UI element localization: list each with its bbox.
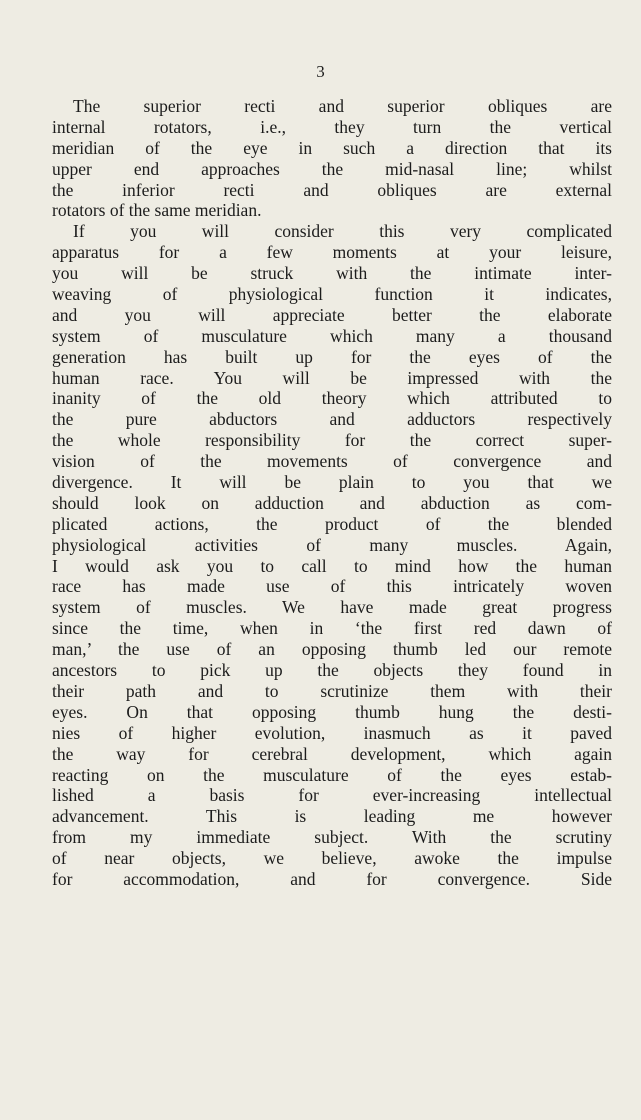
text-line: should look on adduction and abduction as com- xyxy=(52,492,612,513)
text-line: divergence. It will be plain to you that we xyxy=(52,472,612,493)
text-line: I would ask you to call to mind how the human xyxy=(52,555,612,576)
text-line: generation has built up for the eyes of the xyxy=(52,346,612,367)
text-line: human race. You will be impressed with the xyxy=(52,367,612,388)
body-text xyxy=(52,96,612,890)
text-line: system of musculature which many a thousand xyxy=(52,325,612,346)
text-line: inanity of the old theory which attributed to xyxy=(52,388,612,409)
page-number: 3 xyxy=(316,62,325,81)
text-line: apparatus for a few moments at your leisure, xyxy=(52,242,612,263)
text-line: The superior recti and superior obliques are xyxy=(73,96,612,116)
text-line: eyes. On that opposing thumb hung the desti- xyxy=(52,701,612,722)
text-line: rotators of the same meridian. xyxy=(52,200,262,221)
text-line: the pure abductors and adductors respectively xyxy=(52,409,612,430)
text-line: ancestors to pick up the objects they found in xyxy=(52,660,612,681)
text-line: their path and to scrutinize them with their xyxy=(52,680,612,701)
text-line: system of muscles. We have made great progress xyxy=(52,597,612,618)
text-line: man,’ the use of an opposing thumb led our remote xyxy=(52,639,612,660)
text-line: race has made use of this intricately woven xyxy=(52,576,612,597)
text-line: and you will appreciate better the elaborate xyxy=(52,304,612,325)
text-line: of near objects, we believe, awoke the impulse xyxy=(52,848,612,869)
text-line: plicated actions, the product of the blended xyxy=(52,513,612,534)
text-line: you will be struck with the intimate inter- xyxy=(52,263,612,284)
text-line: advancement. This is leading me however xyxy=(52,806,612,827)
text-line: since the time, when in ‘the first red dawn of xyxy=(52,618,612,639)
text-line: reacting on the musculature of the eyes estab- xyxy=(52,764,612,785)
text-line: If you will consider this very complicated xyxy=(73,221,612,242)
text-line: the way for cerebral development, which again xyxy=(52,743,612,764)
text-line: vision of the movements of convergence and xyxy=(52,451,612,472)
text-line: lished a basis for ever-increasing intellectual xyxy=(52,785,612,806)
text-line: nies of higher evolution, inasmuch as it paved xyxy=(52,722,612,743)
text-line: upper end approaches the mid-nasal line; whilst xyxy=(52,158,612,179)
text-line: weaving of physiological function it indicates, xyxy=(52,284,612,305)
text-line: internal rotators, i.e., they turn the vertical xyxy=(52,116,612,137)
text-line: from my immediate subject. With the scrutiny xyxy=(52,827,612,848)
text-line: physiological activities of many muscles. Again, xyxy=(52,534,612,555)
text-line: the whole responsibility for the correct super- xyxy=(52,430,612,451)
text-line: meridian of the eye in such a direction that its xyxy=(52,137,612,158)
text-line: the inferior recti and obliques are external xyxy=(52,179,612,200)
text-line: for accommodation, and for convergence. Side xyxy=(52,868,612,889)
